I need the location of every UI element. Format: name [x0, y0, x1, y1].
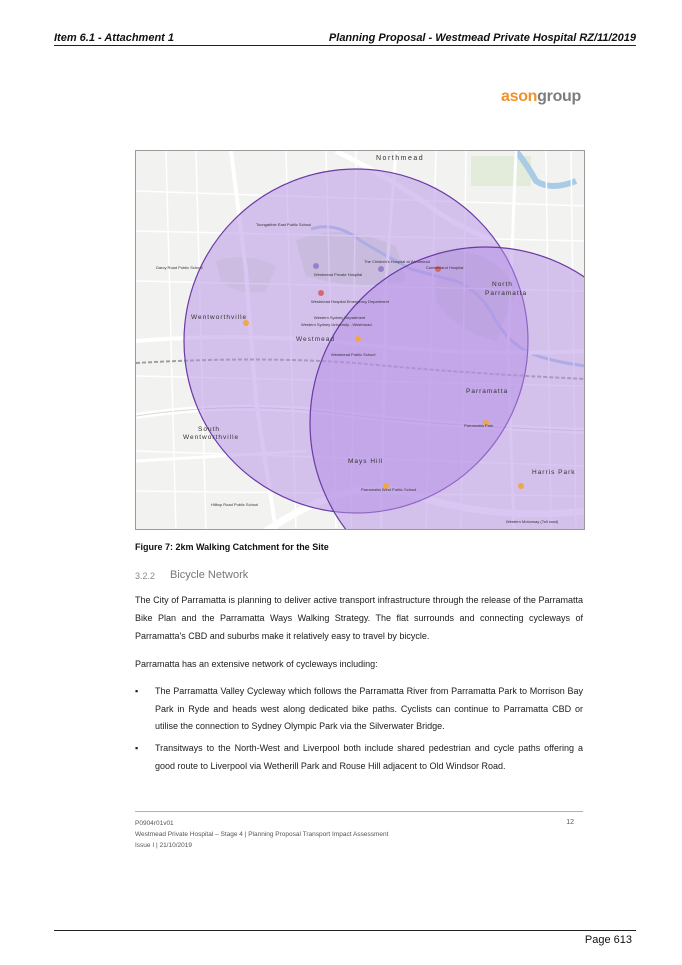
figure-caption: Figure 7: 2km Walking Catchment for the Site — [135, 542, 329, 552]
label-westmead: Westmead — [296, 336, 335, 343]
page-number: Page 613 — [584, 934, 632, 946]
childrens-hospital-marker — [378, 266, 384, 272]
footer-issue: Issue I | 21/10/2019 — [135, 842, 192, 849]
label-hilltop-road-school: Hilltop Road Public School — [211, 502, 259, 507]
emergency-marker — [318, 290, 324, 296]
label-wentworthville: Wentworthville — [191, 314, 248, 321]
label-south: South — [198, 426, 220, 433]
header-rule — [54, 45, 636, 46]
label-darcy-road-school: Darcy Road Public School — [156, 265, 203, 270]
header-attachment: Item 6.1 - Attachment 1 — [54, 32, 175, 44]
walking-catchment-map — [135, 150, 585, 530]
paragraph-1: The City of Parramatta is planning to deliver active transport infrastructure through the release of the Parramatta Bike Plan and the Parramatta Ways Walking Strategy. The flat surrounds and connecting cycleways of Parramatta's CBD and suburbs make it relatively easy to travel by bicycle. — [135, 595, 583, 641]
list-item-text: Transitways to the North-West and Liverpool both include shared pedestrian and cycle paths offering a good route to Liverpool via Wetherill Park and Rouse Hill adjacent to Old Windsor Road. — [155, 743, 583, 771]
list-item-text: The Parramatta Valley Cycleway which follows the Parramatta River from Parramatta Park to Morrison Bay Park in Ryde and heads west along dedicated bike paths. Cyclists can continue to Parramatta CBD or utilise the connection to Sydney Olympic Park via the Silverwater Bridge. — [155, 686, 583, 731]
footer-rule — [135, 811, 583, 812]
logo-part-2: group — [537, 88, 581, 105]
hospital-marker — [313, 263, 319, 269]
label-parramatta: Parramatta — [466, 388, 509, 395]
label-childrens-hospital: The Children's Hospital at Westmead — [364, 259, 430, 264]
section-number: 3.2.2 — [135, 571, 156, 581]
label-cumberland-hospital: Cumberland Hospital — [426, 265, 464, 270]
label-western-sydney-uni: Western Sydney University - Westmead — [301, 322, 372, 327]
label-westmead-private-hospital: Westmead Private Hospital — [314, 272, 363, 277]
footer-page: 12 — [566, 819, 574, 826]
harris-park-station-marker — [518, 483, 524, 489]
list-item — [135, 740, 583, 775]
westmead-station-marker — [355, 336, 361, 342]
label-parramatta-park: Parramatta Park — [464, 423, 494, 428]
asongroup-logo — [501, 88, 581, 106]
bottom-rule — [54, 930, 636, 931]
section-title: Bicycle Network — [170, 569, 249, 581]
label-westmead-public-school: Westmead Public School — [331, 352, 376, 357]
label-harris-park: Harris Park — [532, 469, 576, 476]
label-northmead: Northmead — [376, 155, 425, 162]
label-wsu-dept: Western Sydney Department — [314, 315, 366, 320]
footer-doc: Westmead Private Hospital – Stage 4 | Planning Proposal Transport Impact Assessment — [135, 831, 389, 838]
paragraph-2: Parramatta has an extensive network of cycleways including: — [135, 659, 378, 669]
label-parramatta-west-school: Parramatta West Public School — [361, 487, 417, 492]
bullet-icon: ▪ — [135, 743, 139, 753]
label-north-parramatta: Parramatta — [485, 290, 528, 297]
label-western-motorway: Western Motorway (Toll road) — [506, 519, 559, 524]
header-proposal-title: Planning Proposal - Westmead Private Hospital RZ/11/2019 — [328, 32, 636, 44]
label-south-wentworthville: Wentworthville — [183, 434, 240, 441]
label-westmead-hospital-ed: Westmead Hospital Emergency Department — [311, 299, 389, 304]
list-item — [135, 683, 583, 736]
label-toongabbie-east-school: Toongabbie East Public School — [256, 222, 312, 227]
label-north: North — [492, 281, 513, 288]
bullet-icon: ▪ — [135, 686, 139, 696]
footer-ref: P0904r01v01 — [135, 820, 174, 827]
label-mays-hill: Mays Hill — [348, 458, 384, 465]
logo-part-1: ason — [501, 88, 538, 105]
